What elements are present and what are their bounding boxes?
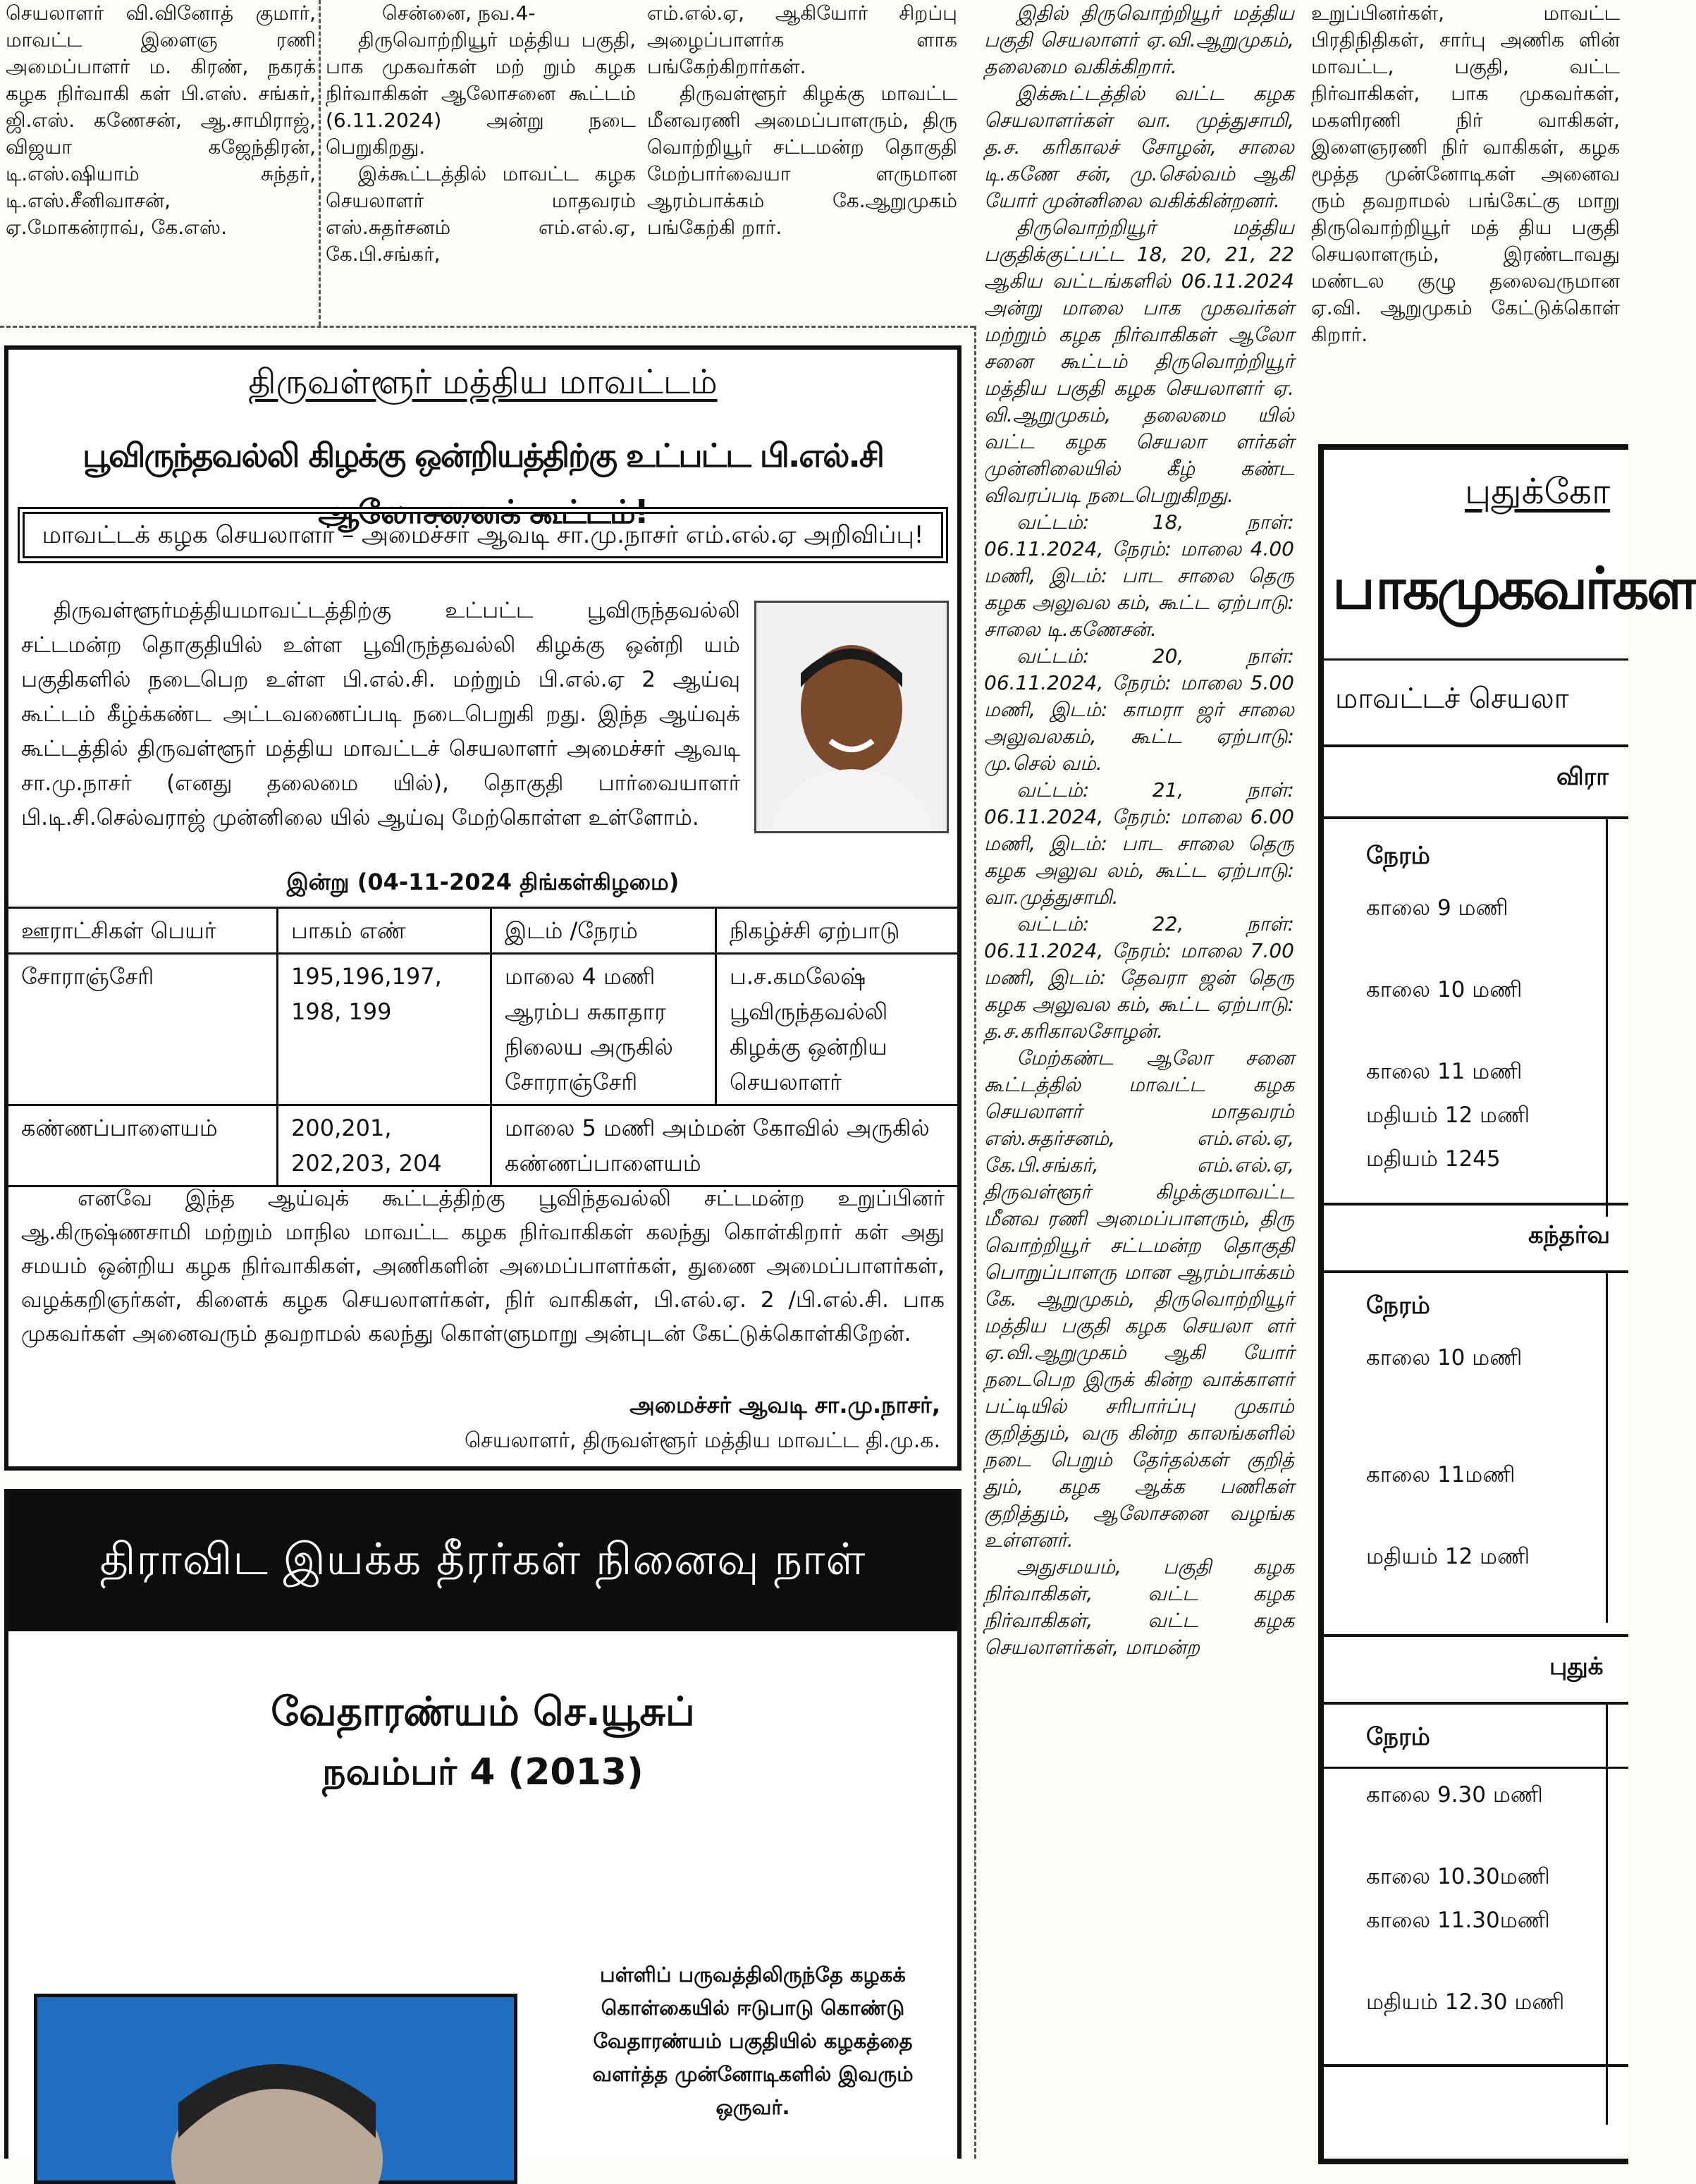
column-divider <box>319 0 321 326</box>
person-portrait-icon <box>756 603 947 831</box>
time-slot: காலை 11மணி <box>1366 1462 1516 1487</box>
notice-signature-title: செயலாளர், திருவள்ளூர் மத்திய மாவட்ட தி.மு.க. <box>464 1428 940 1453</box>
right-box-headline: பாகமுகவர்கள <box>1332 556 1696 622</box>
time-slot: மதியம் 12.30 மணி <box>1366 1989 1565 2015</box>
time-header: நேரம் <box>1366 842 1430 870</box>
news-paragraph: உறுப்பினர்கள், மாவட்ட பிரதிநிதிகள், சார்பு அணிக ளின் மாவட்ட, பகுதி, வட்ட நிர்வாகிகள், பாக முகவர்கள், மகளிரணி நிர் வாகிகள், இளைஞரணி நிர் வாகிகள், கழக மூத்த முன்னோடிகள் அனைவ ரும் தவறாமல் பங்கேட்கு மாறு திருவொற்றியூர் மத் திய பகுதி செயலாளரும், இரண்டாவது மண்டல குழு தலைவருமான ஏ.வி. ஆறுமுகம் கேட்டுக்கொள் கிறார். <box>1311 1 1620 346</box>
notice-closing: எனவே இந்த ஆய்வுக் கூட்டத்திற்கு பூவிந்தவல்லி சட்டமன்ற உறுப்பினர் ஆ.கிருஷ்ணசாமி மற்றும் மாநில மாவட்ட கழக நிர்வாகிகள் கலந்து கொள்கிறார் கள் அது சமயம் ஒன்றிய கழக நிர்வாகிகள், அணிகளின் அமைப்பாளர்கள், துணை அமைப்பாளர்கள், வழக்கறிஞர்கள், கிளைக் கழக செயலாளர்கள், நிர் வாகிகள், பி.எல்.ஏ. 2 /பி.எல்.சி. பாக முகவர்கள் அனைவரும் தவறாமல் கலந்து கொள்ளுமாறு அன்புடன் கேட்டுக்கொள்கிறேன். <box>21 1186 945 1346</box>
table-cell: கண்ணப்பாளையம் <box>8 1105 278 1186</box>
table-header: பாகம் எண் <box>278 908 491 954</box>
table-cell: 200,201, 202,203, 204 <box>278 1105 491 1186</box>
right-box-heading: புதுக்கோ <box>1465 471 1611 512</box>
notice-announcer-text: மாவட்டக் கழக செயலாளர் – அமைச்சர் ஆவடி சா.மு.நாசர் எம்.எல்.ஏ அறிவிப்பு! <box>42 521 924 549</box>
section-divider <box>0 326 974 328</box>
news-paragraph: திருவள்ளூர் கிழக்கு மாவட்ட மீனவரணி அமைப்பாளரும், திரு வொற்றியூர் சட்டமன்ற தொகுதி மேற்பார்வையா ளருமான ஆரம்பாக்கம் கே.ஆறுமுகம் பங்கேற்கி றார். <box>647 82 957 239</box>
notice-announcer <box>23 512 943 558</box>
notice-date-line: இன்று (04-11-2024 திங்கள்கிழமை) <box>286 869 680 895</box>
time-slot: காலை 11 மணி <box>1366 1059 1523 1084</box>
table-row <box>8 954 957 1105</box>
time-slot: காலை 10 மணி <box>1366 1345 1523 1370</box>
notice-schedule-table <box>8 907 957 1187</box>
memorial-box <box>4 1489 961 2159</box>
time-slot: காலை 10 மணி <box>1366 977 1523 1002</box>
right-notice-box <box>1318 444 1696 2164</box>
memorial-banner-text: திராவிட இயக்க தீரர்கள் நினைவு நாள் <box>99 1533 866 1585</box>
table-header: ஊராட்சிகள் பெயர் <box>8 908 278 954</box>
time-slot: காலை 9.30 மணி <box>1366 1782 1543 1808</box>
news-column-3 <box>647 0 957 326</box>
news-paragraph: வட்டம்: 22, நாள்: 06.11.2024, நேரம்: மாலை 7.00 மணி, இடம்: தேவரா ஜன் தெரு கழக அலுவல கம், கூட்ட ஏற்பாடு: த.ச.கரிகாலசோழன். <box>984 912 1294 1043</box>
memorial-photo <box>34 1994 517 2184</box>
time-slot: மதியம் 12 மணி <box>1366 1544 1530 1569</box>
news-column-5 <box>1311 0 1620 423</box>
table-header: நிகழ்ச்சி ஏற்பாடு <box>716 908 958 954</box>
memorial-name: வேதாரண்யம் செ.யூசுப் <box>271 1689 695 1735</box>
news-paragraph: இக்கூட்டத்தில் வட்ட கழக செயலாளர்கள் வா. முத்துசாமி, த.ச. கரிகாலச் சோழன், சாலை டி.கணே சன், மு.செல்வம் ஆகி யோர் முன்னிலை வகிக்கின்றனர். <box>984 82 1294 212</box>
person-portrait-icon <box>37 1997 514 2180</box>
time-slot: மதியம் 12 மணி <box>1366 1103 1530 1128</box>
news-paragraph: வட்டம்: 20, நாள்: 06.11.2024, நேரம்: மாலை 5.00 மணி, இடம்: காமரா ஜர் சாலை அலுவலகம், கூட்ட ஏற்பாடு: மு.செல் வம். <box>984 644 1294 775</box>
news-paragraph: இக்கூட்டத்தில் மாவட்ட கழக செயலாளர் மாதவரம் எஸ்.சுதர்சனம் எம்.எல்.ஏ, கே.பி.சங்கர், <box>326 162 636 266</box>
table-cell: 195,196,197, 198, 199 <box>278 954 491 1105</box>
table-row <box>8 1105 957 1186</box>
news-column-2 <box>326 0 636 326</box>
time-header: நேரம் <box>1366 1723 1430 1751</box>
memorial-tribute: பள்ளிப் பருவத்திலிருந்தே கழகக் கொள்கையில் ஈடுபாடு கொண்டு வேதாரண்யம் பகுதியில் கழகத்தை வளர்த்த முன்னோடிகளில் இவரும் ஒருவர். <box>592 1963 914 2119</box>
news-column-4 <box>984 0 1294 2159</box>
table-header: இடம் /நேரம் <box>491 908 716 954</box>
minister-photo <box>754 601 949 833</box>
table-header-row <box>8 908 957 954</box>
time-slot: மதியம் 1245 <box>1366 1146 1501 1172</box>
notice-intro: திருவள்ளூர்மத்தியமாவட்டத்திற்கு உட்பட்ட பூவிருந்தவல்லி சட்டமன்ற தொகுதியில் உள்ள பூவிருந்தவல்லி கிழக்கு ஒன்றி யம் பகுதிகளில் நடைபெற உள்ள பி.எல்.சி. மற்றும் பி.எல்.ஏ 2 ஆய்வு கூட்டம் கீழ்க்கண்ட அட்டவணைப்படி நடைபெறுகி றது. இந்த ஆய்வுக் கூட்டத்தில் திருவள்ளூர் மத்திய மாவட்டச் செயலாளர் அமைச்சர் ஆவடி சா.மு.நாசர் (எனது தலைமை யில்), தொகுதி பார்வையாளர் பி.டி.சி.செல்வராஜ் முன்னிலை யில் ஆய்வு மேற்கொள்ள உள்ளோம். <box>21 598 740 830</box>
time-header: நேரம் <box>1366 1292 1430 1320</box>
notice-headline: பூவிருந்தவல்லி கிழக்கு ஒன்றியத்திற்கு உட்பட்ட பி.எல்.சி ஆலோசனைக் கூட்டம்! <box>82 436 883 531</box>
news-paragraph: வட்டம்: 21, நாள்: 06.11.2024, நேரம்: மாலை 6.00 மணி, இடம்: பாட சாலை தெரு கழக அலுவ லம், கூட்ட ஏற்பாடு: வா.முத்துசாமி. <box>984 778 1294 909</box>
time-slot: காலை 9 மணி <box>1366 895 1508 921</box>
table-cell: ப.ச.கமலேஷ் பூவிருந்தவல்லி கிழக்கு ஒன்றிய செயலாளர் <box>716 954 958 1105</box>
memorial-banner <box>8 1493 957 1631</box>
section-title: கந்தர்வ <box>1528 1221 1611 1249</box>
time-slot: காலை 11.30மணி <box>1366 1908 1550 1933</box>
memorial-date: நவம்பர் 4 (2013) <box>322 1751 644 1793</box>
notice-box <box>4 345 961 1471</box>
notice-district: திருவள்ளூர் மத்திய மாவட்டம் <box>248 362 718 402</box>
table-cell: மாலை 4 மணி ஆரம்ப சுகாதார நிலைய அருகில் சோராஞ்சேரி <box>491 954 716 1105</box>
news-paragraph: மேற்கண்ட ஆலோ சனை கூட்டத்தில் மாவட்ட கழக செயலாளர் மாதவரம் எஸ்.சுதர்சனம், எம்.எல்.ஏ, கே.பி.சங்கர், எம்.எல்.ஏ, திருவள்ளூர் கிழக்குமாவட்ட மீனவ ரணி அமைப்பாளரும், திரு வொற்றியூர் சட்டமன்ற தொகுதி பொறுப்பாளரு மான ஆரம்பாக்கம் கே. ஆறுமுகம், திருவொற்றியூர் மத்திய பகுதி கழக செயலா ளர் ஏ.வி.ஆறுமுகம் ஆகி யோர் நடைபெற இருக் கின்ற வாக்காளர் பட்டியில் சரிபார்ப்பு முகாம் குறித்தும், வரு கின்ற காலங்களில் நடை பெறும் தேர்தல்கள் குறித் தும், கழக ஆக்க பணிகள் குறித்தும், ஆலோசனை வழங்க உள்ளனர். <box>984 1046 1294 1552</box>
table-cell: சோராஞ்சேரி <box>8 954 278 1105</box>
news-paragraph: செயலாளர் வி.வினோத் குமார், மாவட்ட இளைஞ ரணி அமைப்பாளர் ம. கிரண், நகரக் கழக நிர்வாகி கள் பி.எஸ். சங்கர், ஜி.எஸ். கணேசன், ஆ.சாமிராஜ், விஜயா கஜேந்திரன், டி.எஸ்.ஷியாம் சுந்தர், டி.எஸ்.சீனிவாசன், ஏ.மோகன்ராவ், கே.எஸ். <box>6 1 316 239</box>
news-dateline: சென்னை, நவ.4- <box>382 1 536 25</box>
notice-signature: அமைச்சர் ஆவடி சா.மு.நாசர், <box>629 1392 940 1418</box>
news-paragraph: எம்.எல்.ஏ, ஆகியோர் சிறப்பு அழைப்பாளர்க ளாக பங்கேற்கிறார்கள். <box>647 1 957 78</box>
news-paragraph: அதுசமயம், பகுதி கழக நிர்வாகிகள், வட்ட கழக நிர்வாகிகள், வட்ட கழக செயலாளர்கள், மாமன்ற <box>984 1555 1294 1659</box>
time-slot: காலை 10.30மணி <box>1366 1864 1550 1889</box>
table-cell: மாலை 5 மணி அம்மன் கோவில் அருகில் கண்ணப்பாளையம் <box>491 1105 958 1186</box>
news-paragraph: வட்டம்: 18, நாள்: 06.11.2024, நேரம்: மாலை 4.00 மணி, இடம்: பாட சாலை தெரு கழக அலுவல கம், கூட்ட ஏற்பாடு: சாலை டி.கணேசன். <box>984 510 1294 641</box>
section-title: புதுக் <box>1549 1652 1604 1681</box>
news-paragraph: இதில் திருவொற்றியூர் மத்திய பகுதி செயலாளர் ஏ.வி.ஆறுமுகம், தலைமை வகிக்கிறார். <box>984 1 1294 78</box>
column-divider <box>974 326 976 2159</box>
news-paragraph: திருவொற்றியூர் மத்திய பகுதி, பாக முகவர்கள் மற் றும் கழக நிர்வாகிகள் ஆலோசனை கூட்டம் (6.11.2024) அன்று நடை பெறுகிறது. <box>326 28 636 159</box>
section-title: விரா <box>1556 763 1609 791</box>
news-column-1 <box>6 0 316 326</box>
news-paragraph: திருவொற்றியூர் மத்திய பகுதிக்குட்பட்ட 18, 20, 21, 22 ஆகிய வட்டங்களில் 06.11.2024 அன்று மாலை பாக முகவர்கள் மற்றும் கழக நிர்வாகிகள் ஆலோ சனை கூட்டம் திருவொற்றியூர் மத்திய பகுதி கழக செயலாளர் ஏ. வி.ஆறுமுகம், தலைமை யில் வட்ட கழக செயலா ளர்கள் முன்னிலையில் கீழ் கண்ட விவரப்படி நடைபெறுகிறது. <box>984 216 1294 507</box>
right-box-sub: மாவட்டச் செயலா <box>1335 682 1569 715</box>
